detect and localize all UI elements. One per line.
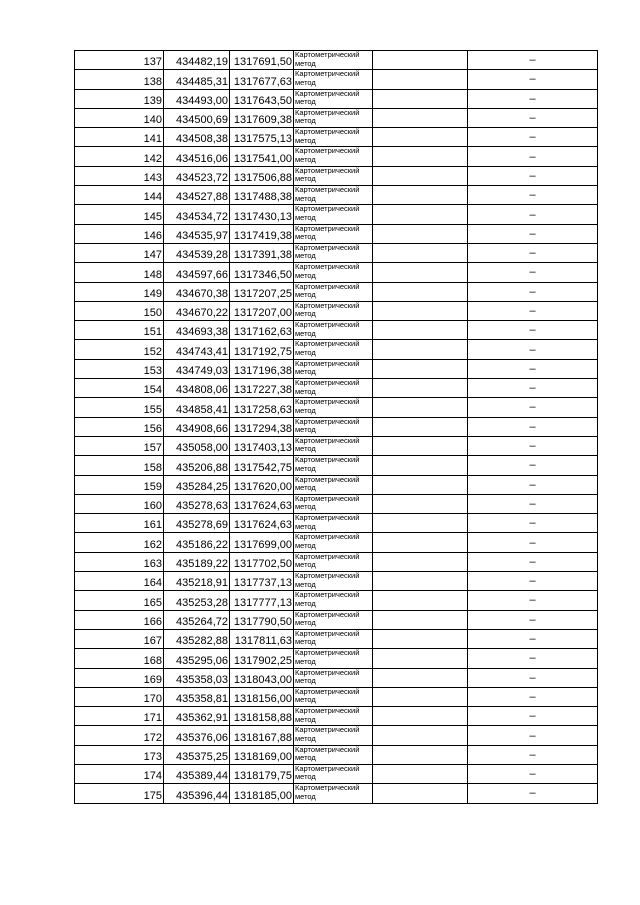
x-coordinate-cell: 435295,06 (164, 649, 230, 668)
y-coordinate-cell: 1317506,88 (230, 166, 294, 185)
empty-cell (373, 417, 468, 436)
y-coordinate-cell: 1317162,63 (230, 321, 294, 340)
accuracy-cell: – (468, 591, 598, 610)
accuracy-cell: – (468, 301, 598, 320)
method-cell: Картометрический метод (294, 263, 373, 282)
table-row (75, 764, 598, 783)
point-number-cell: 155 (75, 398, 164, 417)
point-number-cell: 140 (75, 108, 164, 127)
y-coordinate-cell: 1317430,13 (230, 205, 294, 224)
point-number-cell: 175 (75, 784, 164, 803)
accuracy-cell: – (468, 707, 598, 726)
empty-cell (373, 128, 468, 147)
y-coordinate-cell: 1317677,63 (230, 70, 294, 89)
y-coordinate-cell: 1318179,75 (230, 764, 294, 783)
y-coordinate-cell: 1317575,13 (230, 128, 294, 147)
point-number-cell: 157 (75, 436, 164, 455)
x-coordinate-cell: 434534,72 (164, 205, 230, 224)
accuracy-cell: – (468, 166, 598, 185)
point-number-cell: 144 (75, 186, 164, 205)
point-number-cell: 173 (75, 745, 164, 764)
table-row (75, 687, 598, 706)
accuracy-cell: – (468, 533, 598, 552)
empty-cell (373, 51, 468, 70)
accuracy-cell: – (468, 147, 598, 166)
accuracy-cell: – (468, 70, 598, 89)
x-coordinate-cell: 435362,91 (164, 707, 230, 726)
table-row (75, 282, 598, 301)
point-number-cell: 150 (75, 301, 164, 320)
y-coordinate-cell: 1317541,00 (230, 147, 294, 166)
point-number-cell: 167 (75, 629, 164, 648)
x-coordinate-cell: 434670,22 (164, 301, 230, 320)
y-coordinate-cell: 1317542,75 (230, 456, 294, 475)
x-coordinate-cell: 435253,28 (164, 591, 230, 610)
x-coordinate-cell: 435376,06 (164, 726, 230, 745)
point-number-cell: 147 (75, 243, 164, 262)
empty-cell (373, 205, 468, 224)
accuracy-cell: – (468, 764, 598, 783)
table-row (75, 456, 598, 475)
empty-cell (373, 533, 468, 552)
method-cell: Картометрический метод (294, 533, 373, 552)
method-cell: Картометрический метод (294, 205, 373, 224)
point-number-cell: 148 (75, 263, 164, 282)
empty-cell (373, 340, 468, 359)
method-cell: Картометрический метод (294, 707, 373, 726)
empty-cell (373, 552, 468, 571)
y-coordinate-cell: 1317196,38 (230, 359, 294, 378)
accuracy-cell: – (468, 321, 598, 340)
x-coordinate-cell: 434808,06 (164, 379, 230, 398)
point-number-cell: 149 (75, 282, 164, 301)
y-coordinate-cell: 1317699,00 (230, 533, 294, 552)
x-coordinate-cell: 435186,22 (164, 533, 230, 552)
table-row (75, 417, 598, 436)
accuracy-cell: – (468, 456, 598, 475)
x-coordinate-cell: 435358,03 (164, 668, 230, 687)
empty-cell (373, 147, 468, 166)
accuracy-cell: – (468, 263, 598, 282)
point-number-cell: 151 (75, 321, 164, 340)
y-coordinate-cell: 1317643,50 (230, 89, 294, 108)
y-coordinate-cell: 1317624,63 (230, 514, 294, 533)
x-coordinate-cell: 434527,88 (164, 186, 230, 205)
x-coordinate-cell: 434597,66 (164, 263, 230, 282)
y-coordinate-cell: 1318156,00 (230, 687, 294, 706)
empty-cell (373, 764, 468, 783)
point-number-cell: 165 (75, 591, 164, 610)
method-cell: Картометрический метод (294, 147, 373, 166)
method-cell: Картометрический метод (294, 108, 373, 127)
point-number-cell: 146 (75, 224, 164, 243)
table-row (75, 629, 598, 648)
y-coordinate-cell: 1317902,25 (230, 649, 294, 668)
method-cell: Картометрический метод (294, 224, 373, 243)
empty-cell (373, 514, 468, 533)
method-cell: Картометрический метод (294, 514, 373, 533)
empty-cell (373, 475, 468, 494)
method-cell: Картометрический метод (294, 552, 373, 571)
table-row (75, 784, 598, 803)
y-coordinate-cell: 1317624,63 (230, 494, 294, 513)
accuracy-cell: – (468, 494, 598, 513)
point-number-cell: 172 (75, 726, 164, 745)
method-cell: Картометрический метод (294, 784, 373, 803)
accuracy-cell: – (468, 51, 598, 70)
empty-cell (373, 436, 468, 455)
table-row (75, 668, 598, 687)
method-cell: Картометрический метод (294, 243, 373, 262)
x-coordinate-cell: 434500,69 (164, 108, 230, 127)
method-cell: Картометрический метод (294, 359, 373, 378)
x-coordinate-cell: 434485,31 (164, 70, 230, 89)
method-cell: Картометрический метод (294, 494, 373, 513)
x-coordinate-cell: 434670,38 (164, 282, 230, 301)
method-cell: Картометрический метод (294, 70, 373, 89)
empty-cell (373, 784, 468, 803)
table-row (75, 591, 598, 610)
method-cell: Картометрический метод (294, 186, 373, 205)
method-cell: Картометрический метод (294, 340, 373, 359)
y-coordinate-cell: 1317207,00 (230, 301, 294, 320)
accuracy-cell: – (468, 128, 598, 147)
table-row (75, 321, 598, 340)
empty-cell (373, 456, 468, 475)
point-number-cell: 142 (75, 147, 164, 166)
accuracy-cell: – (468, 610, 598, 629)
point-number-cell: 171 (75, 707, 164, 726)
method-cell: Картометрический метод (294, 301, 373, 320)
table-row (75, 436, 598, 455)
y-coordinate-cell: 1317702,50 (230, 552, 294, 571)
point-number-cell: 143 (75, 166, 164, 185)
table-row (75, 51, 598, 70)
x-coordinate-cell: 435189,22 (164, 552, 230, 571)
method-cell: Картометрический метод (294, 282, 373, 301)
accuracy-cell: – (468, 436, 598, 455)
accuracy-cell: – (468, 379, 598, 398)
point-number-cell: 169 (75, 668, 164, 687)
table-row (75, 726, 598, 745)
accuracy-cell: – (468, 186, 598, 205)
table-row (75, 89, 598, 108)
coordinates-table-body (75, 51, 598, 804)
table-row (75, 243, 598, 262)
empty-cell (373, 166, 468, 185)
point-number-cell: 141 (75, 128, 164, 147)
table-row (75, 263, 598, 282)
y-coordinate-cell: 1317258,63 (230, 398, 294, 417)
accuracy-cell: – (468, 649, 598, 668)
accuracy-cell: – (468, 398, 598, 417)
empty-cell (373, 687, 468, 706)
method-cell: Картометрический метод (294, 687, 373, 706)
table-row (75, 128, 598, 147)
empty-cell (373, 591, 468, 610)
y-coordinate-cell: 1317227,38 (230, 379, 294, 398)
method-cell: Картометрический метод (294, 572, 373, 591)
x-coordinate-cell: 435206,88 (164, 456, 230, 475)
y-coordinate-cell: 1317737,13 (230, 572, 294, 591)
point-number-cell: 158 (75, 456, 164, 475)
x-coordinate-cell: 434535,97 (164, 224, 230, 243)
point-number-cell: 156 (75, 417, 164, 436)
accuracy-cell: – (468, 243, 598, 262)
x-coordinate-cell: 434908,66 (164, 417, 230, 436)
table-row (75, 572, 598, 591)
accuracy-cell: – (468, 668, 598, 687)
table-row (75, 494, 598, 513)
point-number-cell: 164 (75, 572, 164, 591)
method-cell: Картометрический метод (294, 745, 373, 764)
x-coordinate-cell: 435278,69 (164, 514, 230, 533)
x-coordinate-cell: 434858,41 (164, 398, 230, 417)
x-coordinate-cell: 435375,25 (164, 745, 230, 764)
x-coordinate-cell: 435058,00 (164, 436, 230, 455)
method-cell: Картометрический метод (294, 321, 373, 340)
point-number-cell: 174 (75, 764, 164, 783)
y-coordinate-cell: 1317403,13 (230, 436, 294, 455)
empty-cell (373, 89, 468, 108)
table-row (75, 379, 598, 398)
empty-cell (373, 359, 468, 378)
y-coordinate-cell: 1318167,88 (230, 726, 294, 745)
empty-cell (373, 108, 468, 127)
empty-cell (373, 494, 468, 513)
table-row (75, 224, 598, 243)
x-coordinate-cell: 434693,38 (164, 321, 230, 340)
table-row (75, 70, 598, 89)
table-row (75, 108, 598, 127)
x-coordinate-cell: 435389,44 (164, 764, 230, 783)
accuracy-cell: – (468, 359, 598, 378)
empty-cell (373, 572, 468, 591)
accuracy-cell: – (468, 784, 598, 803)
accuracy-cell: – (468, 224, 598, 243)
table-row (75, 533, 598, 552)
table-row (75, 147, 598, 166)
y-coordinate-cell: 1317419,38 (230, 224, 294, 243)
method-cell: Картометрический метод (294, 128, 373, 147)
point-number-cell: 160 (75, 494, 164, 513)
method-cell: Картометрический метод (294, 89, 373, 108)
x-coordinate-cell: 434523,72 (164, 166, 230, 185)
y-coordinate-cell: 1317192,75 (230, 340, 294, 359)
method-cell: Картометрический метод (294, 668, 373, 687)
point-number-cell: 162 (75, 533, 164, 552)
method-cell: Картометрический метод (294, 726, 373, 745)
method-cell: Картометрический метод (294, 417, 373, 436)
empty-cell (373, 398, 468, 417)
y-coordinate-cell: 1318185,00 (230, 784, 294, 803)
table-row (75, 745, 598, 764)
method-cell: Картометрический метод (294, 629, 373, 648)
method-cell: Картометрический метод (294, 610, 373, 629)
table-row (75, 552, 598, 571)
point-number-cell: 145 (75, 205, 164, 224)
x-coordinate-cell: 434508,38 (164, 128, 230, 147)
table-row (75, 340, 598, 359)
x-coordinate-cell: 435358,81 (164, 687, 230, 706)
table-row (75, 514, 598, 533)
empty-cell (373, 263, 468, 282)
point-number-cell: 168 (75, 649, 164, 668)
method-cell: Картометрический метод (294, 436, 373, 455)
point-number-cell: 159 (75, 475, 164, 494)
point-number-cell: 166 (75, 610, 164, 629)
accuracy-cell: – (468, 629, 598, 648)
table-row (75, 166, 598, 185)
method-cell: Картометрический метод (294, 51, 373, 70)
table-row (75, 186, 598, 205)
x-coordinate-cell: 434516,06 (164, 147, 230, 166)
empty-cell (373, 282, 468, 301)
empty-cell (373, 629, 468, 648)
table-row (75, 359, 598, 378)
coordinates-table (74, 50, 598, 804)
y-coordinate-cell: 1317777,13 (230, 591, 294, 610)
empty-cell (373, 610, 468, 629)
method-cell: Картометрический метод (294, 591, 373, 610)
x-coordinate-cell: 434493,00 (164, 89, 230, 108)
accuracy-cell: – (468, 745, 598, 764)
method-cell: Картометрический метод (294, 456, 373, 475)
table-row (75, 205, 598, 224)
accuracy-cell: – (468, 514, 598, 533)
y-coordinate-cell: 1318043,00 (230, 668, 294, 687)
point-number-cell: 152 (75, 340, 164, 359)
point-number-cell: 138 (75, 70, 164, 89)
empty-cell (373, 70, 468, 89)
y-coordinate-cell: 1317294,38 (230, 417, 294, 436)
method-cell: Картометрический метод (294, 649, 373, 668)
x-coordinate-cell: 435396,44 (164, 784, 230, 803)
empty-cell (373, 649, 468, 668)
x-coordinate-cell: 434749,03 (164, 359, 230, 378)
accuracy-cell: – (468, 687, 598, 706)
y-coordinate-cell: 1317811,63 (230, 629, 294, 648)
point-number-cell: 137 (75, 51, 164, 70)
x-coordinate-cell: 434482,19 (164, 51, 230, 70)
table-row (75, 398, 598, 417)
table-row (75, 301, 598, 320)
empty-cell (373, 726, 468, 745)
method-cell: Картометрический метод (294, 398, 373, 417)
y-coordinate-cell: 1317620,00 (230, 475, 294, 494)
y-coordinate-cell: 1317790,50 (230, 610, 294, 629)
y-coordinate-cell: 1317207,25 (230, 282, 294, 301)
point-number-cell: 154 (75, 379, 164, 398)
accuracy-cell: – (468, 282, 598, 301)
accuracy-cell: – (468, 205, 598, 224)
empty-cell (373, 301, 468, 320)
table-row (75, 649, 598, 668)
point-number-cell: 161 (75, 514, 164, 533)
y-coordinate-cell: 1318169,00 (230, 745, 294, 764)
empty-cell (373, 321, 468, 340)
point-number-cell: 153 (75, 359, 164, 378)
x-coordinate-cell: 435218,91 (164, 572, 230, 591)
accuracy-cell: – (468, 340, 598, 359)
method-cell: Картометрический метод (294, 166, 373, 185)
point-number-cell: 170 (75, 687, 164, 706)
empty-cell (373, 668, 468, 687)
x-coordinate-cell: 434743,41 (164, 340, 230, 359)
x-coordinate-cell: 435278,63 (164, 494, 230, 513)
empty-cell (373, 745, 468, 764)
x-coordinate-cell: 435264,72 (164, 610, 230, 629)
accuracy-cell: – (468, 475, 598, 494)
table-row (75, 610, 598, 629)
accuracy-cell: – (468, 89, 598, 108)
x-coordinate-cell: 434539,28 (164, 243, 230, 262)
x-coordinate-cell: 435282,88 (164, 629, 230, 648)
accuracy-cell: – (468, 572, 598, 591)
empty-cell (373, 379, 468, 398)
y-coordinate-cell: 1317609,38 (230, 108, 294, 127)
y-coordinate-cell: 1317488,38 (230, 186, 294, 205)
y-coordinate-cell: 1318158,88 (230, 707, 294, 726)
point-number-cell: 163 (75, 552, 164, 571)
method-cell: Картометрический метод (294, 379, 373, 398)
accuracy-cell: – (468, 552, 598, 571)
table-row (75, 707, 598, 726)
y-coordinate-cell: 1317691,50 (230, 51, 294, 70)
accuracy-cell: – (468, 417, 598, 436)
empty-cell (373, 243, 468, 262)
y-coordinate-cell: 1317346,50 (230, 263, 294, 282)
method-cell: Картометрический метод (294, 475, 373, 494)
method-cell: Картометрический метод (294, 764, 373, 783)
accuracy-cell: – (468, 108, 598, 127)
x-coordinate-cell: 435284,25 (164, 475, 230, 494)
empty-cell (373, 224, 468, 243)
accuracy-cell: – (468, 726, 598, 745)
empty-cell (373, 186, 468, 205)
y-coordinate-cell: 1317391,38 (230, 243, 294, 262)
point-number-cell: 139 (75, 89, 164, 108)
table-row (75, 475, 598, 494)
empty-cell (373, 707, 468, 726)
